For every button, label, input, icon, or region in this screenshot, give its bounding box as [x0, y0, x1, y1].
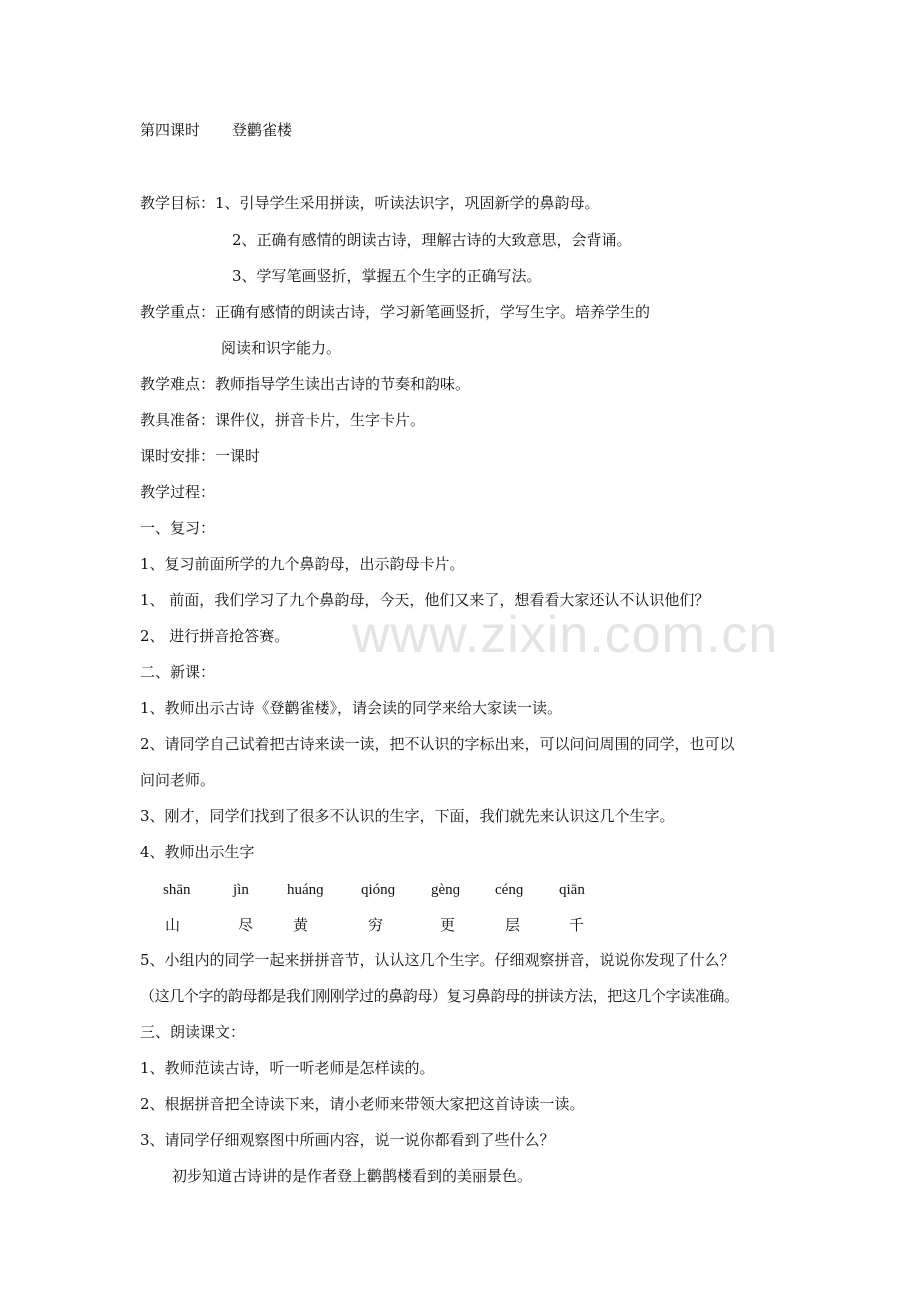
- hanzi-qiong: 穷: [368, 916, 384, 934]
- teaching-difficulty: 教学难点：教师指导学生读出古诗的节奏和韵味。: [140, 375, 471, 393]
- pinyin-qian: qiān: [559, 882, 585, 898]
- teaching-key-points-cont: 阅读和识字能力。: [221, 339, 342, 357]
- review-item-1: 1、复习前面所学的九个鼻韵母，出示韵母卡片。: [140, 555, 465, 573]
- teaching-materials: 教具准备：课件仪，拼音卡片，生字卡片。: [140, 411, 426, 429]
- teaching-goal-1: 教学目标：1、引导学生采用拼读，听读法识字，巩固新学的鼻韵母。: [140, 194, 600, 212]
- hanzi-ceng: 层: [505, 916, 521, 934]
- hanzi-huang: 黄: [293, 916, 309, 934]
- new-lesson-item-1: 1、教师出示古诗《登鹳雀楼》，请会读的同学来给大家读一读。: [140, 699, 563, 717]
- review-item-2: 1、 前面，我们学习了九个鼻韵母，今天，他们又来了，想看看大家还认不认识他们？: [140, 591, 710, 609]
- section-review-heading: 一、复习：: [140, 519, 216, 537]
- teaching-process-heading: 教学过程：: [140, 483, 216, 501]
- reading-item-3: 3、请同学仔细观察图中所画内容，说一说你都看到了些什么？: [140, 1131, 555, 1149]
- pinyin-huang: huánɡ: [287, 882, 324, 898]
- watermark: www.zixin.com.cn: [352, 606, 779, 664]
- reading-item-4: 初步知道古诗讲的是作者登上鹳鹊楼看到的美丽景色。: [172, 1167, 533, 1185]
- hanzi-jin: 尽: [238, 916, 254, 934]
- pinyin-shan: shān: [163, 882, 191, 898]
- new-lesson-item-2: 2、请同学自己试着把古诗来读一读，把不认识的字标出来，可以问问周围的同学，也可以: [140, 735, 735, 753]
- hanzi-qian: 千: [569, 916, 585, 934]
- pinyin-qiong: qiónɡ: [361, 882, 396, 898]
- section-reading-heading: 三、朗读课文：: [140, 1023, 246, 1041]
- pinyin-jin: jìn: [233, 882, 249, 898]
- teaching-goal-3: 3、学写笔画竖折，掌握五个生字的正确写法。: [232, 267, 542, 285]
- new-lesson-item-5-cont: （这几个字的韵母都是我们刚刚学过的鼻韵母）复习鼻韵母的拼读方法，把这几个字读准确。: [140, 987, 739, 1005]
- hanzi-shan: 山: [165, 916, 181, 934]
- reading-item-2: 2、根据拼音把全诗读下来，请小老师来带领大家把这首诗读一读。: [140, 1095, 585, 1113]
- new-lesson-item-5: 5、小组内的同学一起来拼拼音节，认认这几个生字。仔细观察拼音，说说你发现了什么？: [140, 951, 735, 969]
- poem-title: 登鹳雀楼: [232, 121, 293, 139]
- new-lesson-item-2-cont: 问问老师。: [140, 771, 216, 789]
- teaching-goal-2: 2、正确有感情的朗读古诗，理解古诗的大致意思，会背诵。: [232, 231, 632, 249]
- new-lesson-item-3: 3、刚才，同学们找到了很多不认识的生字，下面，我们就先来认识这几个生字。: [140, 807, 675, 825]
- review-item-3: 2、 进行拼音抢答赛。: [140, 627, 290, 645]
- teaching-key-points: 教学重点：正确有感情的朗读古诗，学习新笔画竖折，学写生字。培养学生的: [140, 303, 651, 321]
- section-new-lesson-heading: 二、新课：: [140, 663, 216, 681]
- pinyin-geng: gènɡ: [431, 882, 461, 898]
- pinyin-ceng: cénɡ: [495, 882, 524, 898]
- reading-item-1: 1、教师范读古诗，听一听老师是怎样读的。: [140, 1059, 435, 1077]
- new-lesson-item-4: 4、教师出示生字: [140, 843, 255, 861]
- lesson-schedule: 课时安排：一课时: [140, 447, 261, 465]
- page-title: [140, 120, 292, 140]
- hanzi-geng: 更: [440, 916, 456, 934]
- lesson-label: 第四课时: [140, 121, 201, 139]
